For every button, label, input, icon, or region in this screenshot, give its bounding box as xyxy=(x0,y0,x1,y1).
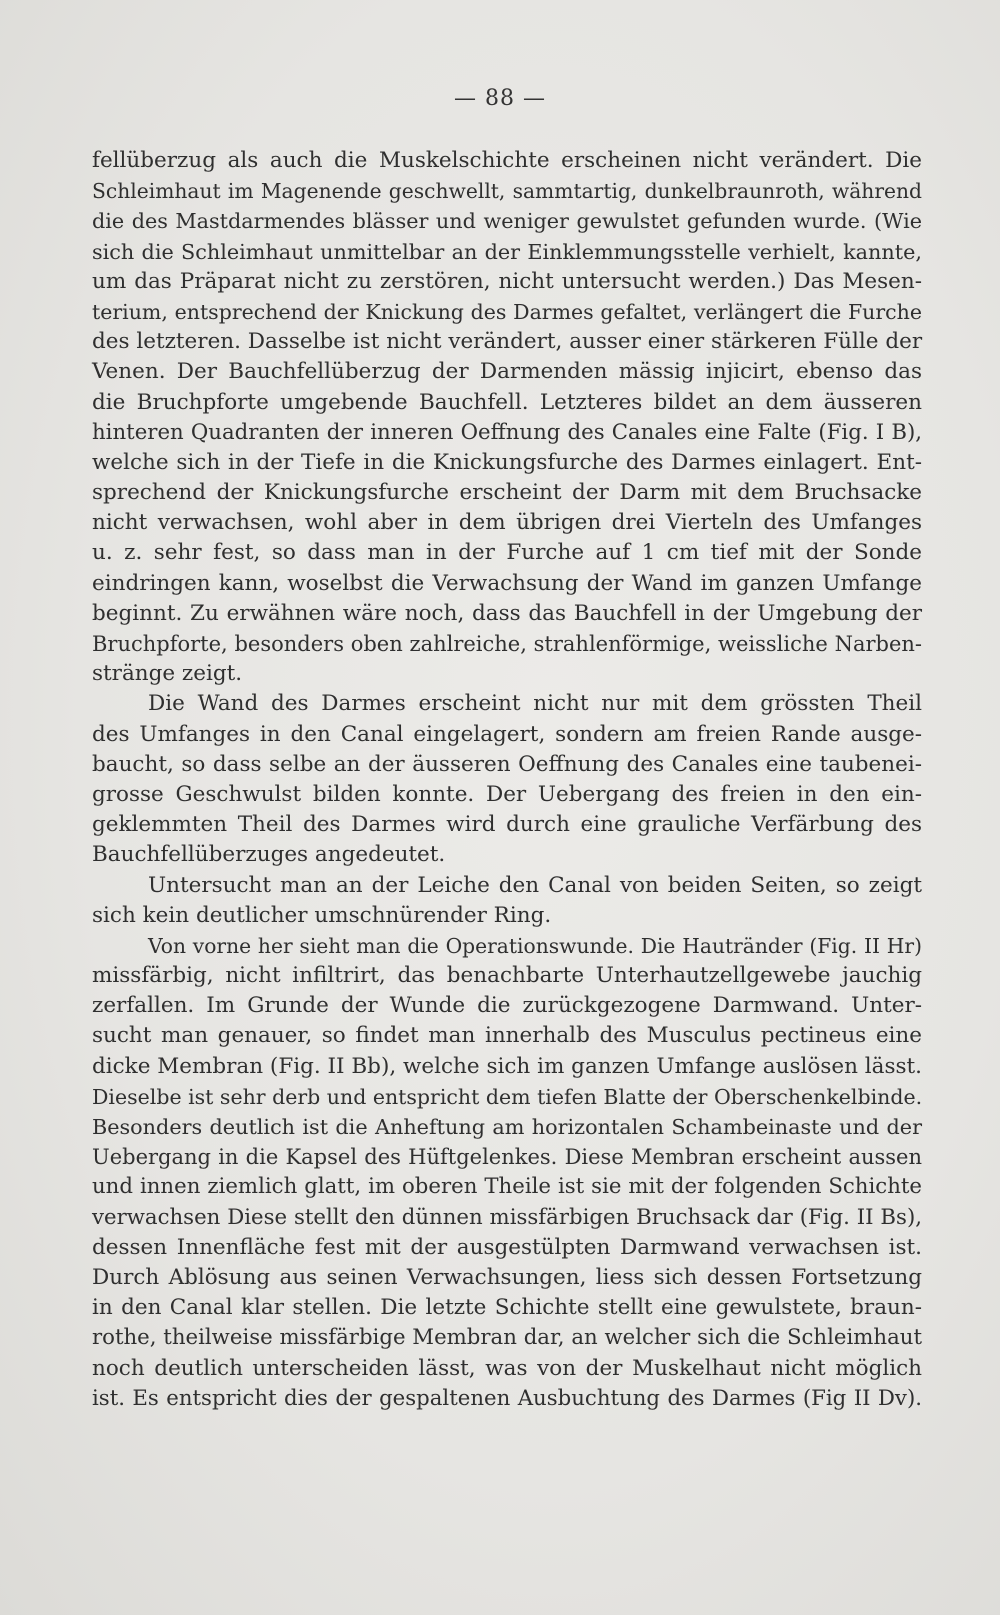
text-line: fellüberzug als auch die Muskelschichte erscheinen nicht verändert. Die xyxy=(92,148,922,173)
text-line: baucht, so dass selbe an der äusseren Oeffnung des Canales eine taubenei- xyxy=(92,751,922,777)
text-line: sucht man genauer, so findet man innerhalb des Musculus pectineus eine xyxy=(92,1023,922,1049)
text-line: und innen ziemlich glatt, im oberen Theile ist sie mit der folgenden Schichte xyxy=(92,1174,922,1200)
text-line: Von vorne her sieht man die Operationswunde. Die Hautränder (Fig. II Hr) xyxy=(148,933,922,958)
text-line: dicke Membran (Fig. II Bb), welche sich im ganzen Umfange auslösen lässt. xyxy=(92,1053,922,1079)
text-line: die Bruchpforte umgebende Bauchfell. Letzteres bildet an dem äusseren xyxy=(92,389,922,415)
text-line: Bruchpforte, besonders oben zahlreiche, strahlenförmige, weissliche Narben- xyxy=(92,632,922,656)
text-line: zerfallen. Im Grunde der Wunde die zurückgezogene Darmwand. Unter- xyxy=(92,993,922,1019)
text-line: welche sich in der Tiefe in die Knickungsfurche des Darmes einlagert. Ent- xyxy=(92,449,922,475)
text-line: Die Wand des Darmes erscheint nicht nur mit dem grössten Theil xyxy=(148,691,922,717)
text-line: beginnt. Zu erwähnen wäre noch, dass das Bauchfell in der Umgebung der xyxy=(92,600,922,626)
text-line: Schleimhaut im Magenende geschwellt, sammtartig, dunkelbraunroth, während xyxy=(92,179,922,204)
text-line: rothe, theilweise missfärbige Membran dar, an welcher sich die Schleimhaut xyxy=(92,1325,922,1351)
text-line: nicht verwachsen, wohl aber in dem übrigen drei Vierteln des Umfanges xyxy=(92,510,922,536)
text-line: des letzteren. Dasselbe ist nicht verändert, ausser einer stärkeren Fülle der xyxy=(92,329,923,355)
text-line: terium, entsprechend der Knickung des Darmes gefaltet, verlängert die Furche xyxy=(92,299,922,324)
text-line: u. z. sehr fest, so dass man in der Furche auf 1 cm tief mit der Sonde xyxy=(92,540,922,566)
text-line: hinteren Quadranten der inneren Oeffnung des Canales eine Falte (Fig. I B), xyxy=(92,419,922,445)
text-line: Venen. Der Bauchfellüberzug der Darmenden mässig injicirt, ebenso das xyxy=(92,359,922,385)
text-line: missfärbig, nicht infiltrirt, das benachbarte Unterhautzellgewebe jauchig xyxy=(92,963,922,989)
text-line: Durch Ablösung aus seinen Verwachsungen, liess sich dessen Fortsetzung xyxy=(92,1264,922,1290)
text-line: sprechend der Knickungsfurche erscheint der Darm mit dem Bruchsacke xyxy=(92,480,922,506)
text-line: Uebergang in die Kapsel des Hüftgelenkes. Diese Membran erscheint aussen xyxy=(92,1145,922,1170)
text-line: die des Mastdarmendes blässer und weniger gewulstet gefunden wurde. (Wie xyxy=(92,209,922,234)
text-line: um das Präparat nicht zu zerstören, nicht untersucht werden.) Das Mesen- xyxy=(92,268,922,294)
text-line: Bauchfellüberzuges angedeutet. xyxy=(92,842,446,868)
text-line: geklemmten Theil des Darmes wird durch eine grauliche Verfärbung des xyxy=(92,812,922,838)
text-line: verwachsen Diese stellt den dünnen missfärbigen Bruchsack dar (Fig. II Bs), xyxy=(92,1204,922,1230)
text-line: sich die Schleimhaut unmittelbar an der Einklemmungsstelle verhielt, kannte, xyxy=(92,239,922,264)
text-line: stränge zeigt. xyxy=(92,661,243,687)
body-text xyxy=(92,146,922,1414)
text-line: Dieselbe ist sehr derb und entspricht dem tiefen Blatte der Oberschenkelbinde. xyxy=(92,1084,923,1109)
text-line: noch deutlich unterscheiden lässt, was von der Muskelhaut nicht möglich xyxy=(92,1355,922,1381)
page-number: — 88 — xyxy=(454,86,546,111)
text-line: eindringen kann, woselbst die Verwachsung der Wand im ganzen Umfange xyxy=(92,570,922,596)
text-line: des Umfanges in den Canal eingelagert, sondern am freien Rande ausge- xyxy=(92,721,922,747)
text-line: Untersucht man an der Leiche den Canal von beiden Seiten, so zeigt xyxy=(148,872,922,898)
text-line: ist. Es entspricht dies der gespaltenen Ausbuchtung des Darmes (Fig II Dv). xyxy=(92,1385,922,1411)
text-line: dessen Innenfläche fest mit der ausgestülpten Darmwand verwachsen ist. xyxy=(92,1234,922,1260)
text-line: sich kein deutlicher umschnürender Ring. xyxy=(92,902,552,928)
text-line: Besonders deutlich ist die Anheftung am horizontalen Schambeinaste und der xyxy=(92,1115,922,1139)
text-line: in den Canal klar stellen. Die letzte Schichte stellt eine gewulstete, braun- xyxy=(92,1295,922,1321)
text-line: grosse Geschwulst bilden konnte. Der Uebergang des freien in den ein- xyxy=(92,781,922,807)
